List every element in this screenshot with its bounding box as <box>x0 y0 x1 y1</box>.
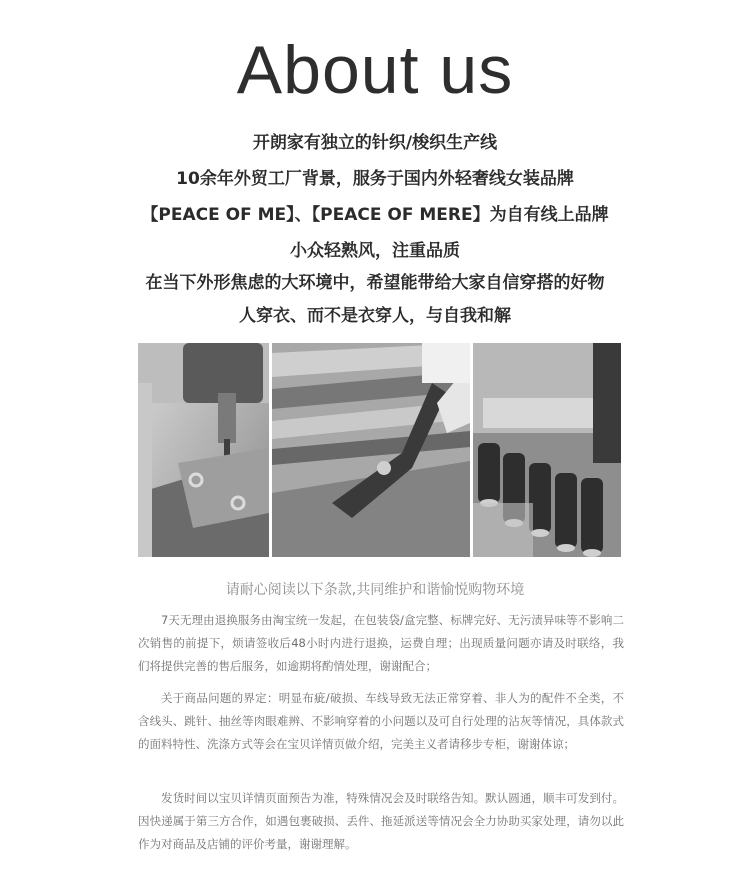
intro-line-1: 开朗家有独立的针织/梭织生产线 <box>252 133 498 153</box>
shipping-paragraph: 发货时间以宝贝详情页面预告为准，特殊情况会及时联络告知。默认圆通，顺丰可发到付。因快递属于第三方合作，如遇包裹破损、丢件、拖延派送等情况会全力协助买家处理，请勿以此作为对商品及店铺的评价考量，谢谢理解。 <box>138 791 624 851</box>
quality-issue-paragraph: 关于商品问题的界定：明显布疵/破损、车线导致无法正常穿着、非人为的配件不全类，不含线头、跳针、抽丝等肉眼难辨、不影响穿着的小问题以及可自行处理的沾灰等情况，具体款式的面料特性、洗涤方式等会在宝贝详情页做介绍，完美主义者请移步专柜，谢谢体谅； <box>138 691 624 751</box>
page-title: About us <box>236 32 514 108</box>
intro-line-5: 在当下外形焦虑的大环境中，希望能带给大家自信穿搭的好物 <box>145 273 605 293</box>
scissors-cutting-fabric-photo <box>272 343 470 557</box>
return-policy-paragraph: 7天无理由退换服务由淘宝统一发起，在包装袋/盒完整、标牌完好、无污渍异味等不影响二次销售的前提下，烦请签收后48小时内进行退换，运费自理；出现质量问题亦请及时联络，我们将提供完善的售后服务，如逾期将酌情处理，谢谢配合； <box>138 613 624 673</box>
intro-line-2: 10余年外贸工厂背景，服务于国内外轻奢线女装品牌 <box>176 169 574 189</box>
thread-spools-photo <box>473 343 621 557</box>
intro-line-6: 人穿衣、而不是衣穿人，与自我和解 <box>239 306 511 326</box>
intro-line-3: 【PEACE OF ME】、【PEACE OF MERE】为自有线上品牌 <box>141 205 609 225</box>
photo-strip <box>138 343 621 557</box>
notice-heading: 请耐心阅读以下条款,共同维护和谐愉悦购物环境 <box>225 582 525 598</box>
intro-line-4: 小众轻熟风，注重品质 <box>290 241 460 261</box>
sewing-machine-photo <box>138 343 269 557</box>
